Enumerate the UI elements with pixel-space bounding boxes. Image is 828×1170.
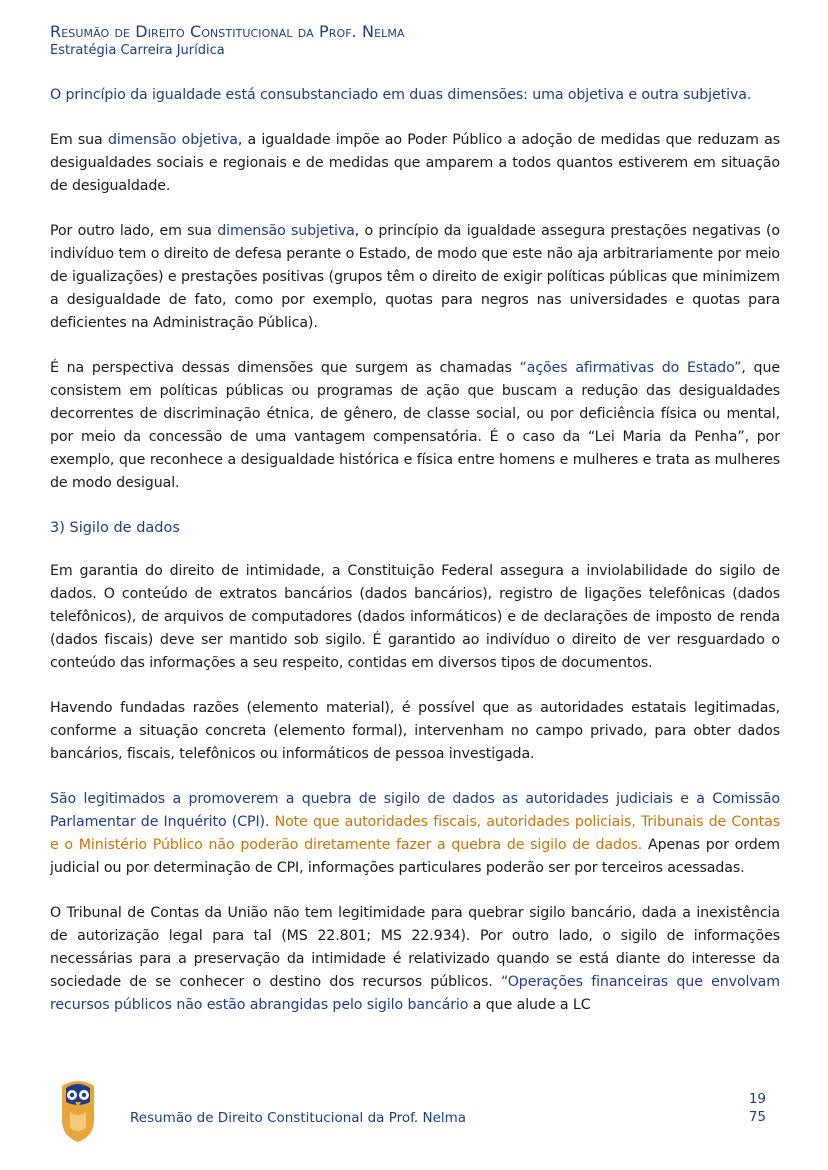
text: , o princípio da igualdade assegura prestações negativas (o indivíduo tem o direito de defesa perante o Estado, de modo que este não aja arbitrariamente por meio de igualizações) e prestações positivas (grupos têm o direito de exigir políticas públicas que minimizem a desigualdade de fato, como por exemplo, quotas para negros nas universidades e quotas para deficientes na Administração Pública).: [50, 223, 780, 331]
paragraph-fundadas: Havendo fundadas razões (elemento material), é possível que as autoridades estatais legitimadas, conforme a situação concreta (elemento formal), intervenham no campo privado, para obter dados bancários, fiscais, telefônicos ou informáticos de pessoa investigada.: [50, 700, 780, 762]
text: É na perspectiva dessas dimensões que surgem as chamadas: [50, 360, 520, 376]
section-title: 3) Sigilo de dados: [50, 520, 180, 536]
header-title: Resumão de Direito Constitucional da Prof. Nelma: [50, 22, 405, 41]
text: , que consistem em políticas públicas ou programas de ação que buscam a redução das desigualdades decorrentes de discriminação étnica, de gênero, de classe social, ou por deficiência física ou mental, por meio da concessão de uma vantagem compensatória. É o caso da “Lei Maria da Penha”, por exemplo, que reconhece a desigualdade histórica e física entre homens e mulheres e trata as mulheres de modo desigual.: [50, 360, 780, 491]
highlight-legitimados: São legitimados a promoverem a quebra de sigilo de dados as autoridades judiciais e a Comissão Parlamentar de Inquérito (CPI).: [50, 791, 780, 830]
document-body: [50, 84, 780, 1039]
text: Apenas por ordem judicial ou por determinação de CPI, informações particulares poderão ser por terceiros acessadas.: [50, 837, 781, 876]
paragraph-tcu: [50, 902, 780, 1017]
paragraph-sigilo: Em garantia do direito de intimidade, a Constituição Federal assegura a inviolabilidade do sigilo de dados. O conteúdo de extratos bancários (dados bancários), registro de ligações telefônicas (dados telefônicos), de arquivos de computadores (dados informáticos) e de declarações de imposto de renda (dados fiscais) deve ser mantido sob sigilo. É garantido ao indivíduo o direito de ver resguardado o conteúdo das informações a seu respeito, contidas em diversos tipos de documentos.: [50, 563, 780, 671]
total-pages: 75: [748, 1109, 766, 1125]
highlight-operacoes: “Operações financeiras que envolvam recursos públicos não estão abrangidas pelo sigilo bancário: [50, 974, 780, 1013]
text: , a igualdade impõe ao Poder Público a adoção de medidas que reduzam as desigualdades sociais e regionais e de medidas que amparem a todos quantos estiverem em situação de desigualdade.: [50, 132, 780, 194]
highlight-note: Note que autoridades fiscais, autoridades policiais, Tribunais de Contas e o Ministério Público não poderão diretamente fazer a quebra de sigilo de dados.: [50, 814, 780, 853]
text: a que alude a LC: [468, 997, 591, 1013]
current-page: 19: [748, 1091, 766, 1107]
highlight-objective: dimensão objetiva: [107, 132, 238, 148]
highlight-affirmative: “ações afirmativas do Estado”: [519, 360, 742, 376]
text: Por outro lado, em sua: [50, 223, 218, 239]
highlight-subjective: dimensão subjetiva: [217, 223, 355, 239]
page-header: [50, 22, 405, 58]
lead-paragraph: O princípio da igualdade está consubstanciado em duas dimensões: uma objetiva e outra subjetiva.: [50, 87, 752, 103]
paragraph-legitimados: [50, 788, 780, 880]
page-footer: [0, 1072, 828, 1162]
paragraph-affirmative: [50, 357, 780, 495]
page-number: [749, 1090, 766, 1126]
owl-logo-icon: [58, 1076, 98, 1148]
text: Em sua: [50, 132, 108, 148]
paragraph-objective: [50, 129, 780, 198]
paragraph-subjective: [50, 220, 780, 335]
header-subtitle: Estratégia Carreira Jurídica: [50, 43, 225, 58]
footer-title: Resumão de Direito Constitucional da Prof. Nelma: [130, 1110, 467, 1126]
text: O Tribunal de Contas da União não tem legitimidade para quebrar sigilo bancário, dada a inexistência de autorização legal para tal (MS 22.801; MS 22.934). Por outro lado, o sigilo de informações necessárias para a preservação da intimidade é relativizado quando se está diante do interesse da sociedade de se conhecer o destino dos recursos públicos.: [50, 905, 780, 990]
